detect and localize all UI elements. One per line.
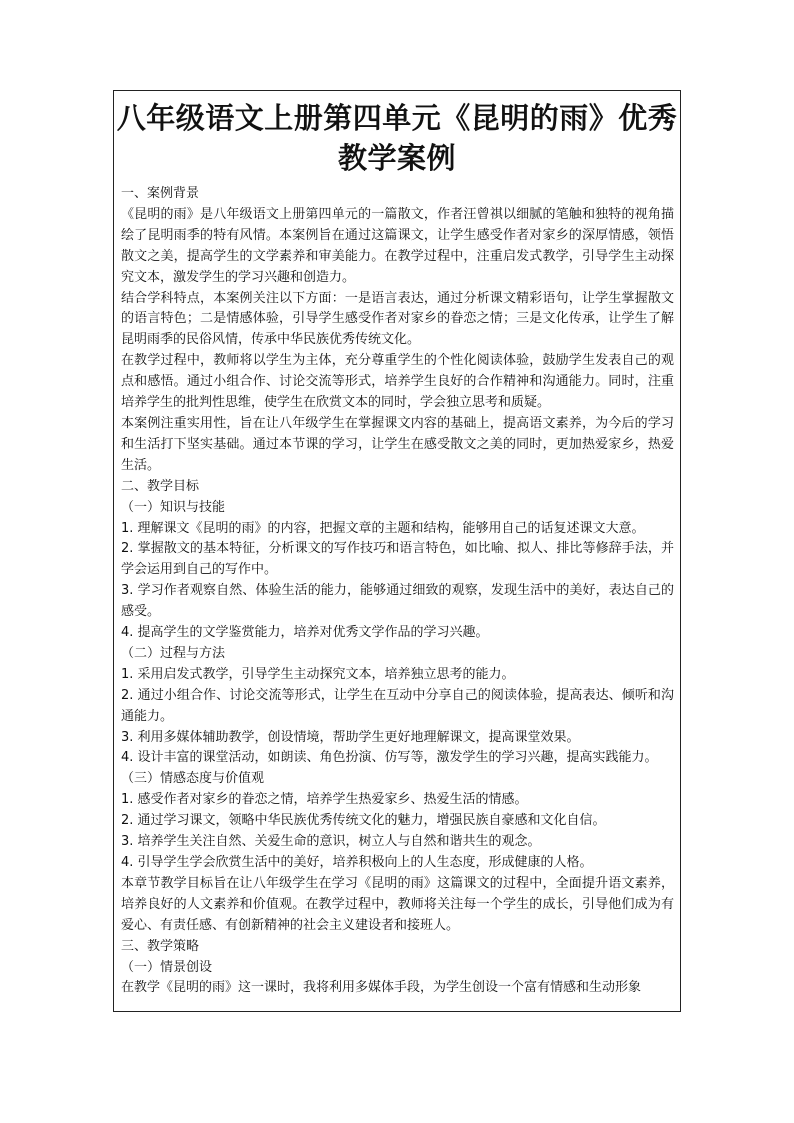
paragraph: 本案例注重实用性，旨在让八年级学生在掌握课文内容的基础上，提高语文素养，为今后的学习和生活打下坚实基础。通过本节课的学习，让学生在感受散文之美的同时，更加热爱家乡，热爱生活。	[121, 415, 674, 473]
list-item: 4. 提高学生的文学鉴赏能力，培养对优秀文学作品的学习兴趣。	[121, 625, 489, 641]
section-heading-strategy: 三、教学策略	[121, 938, 200, 954]
list-item: 2. 通过学习课文，领略中华民族优秀传统文化的魅力，增强民族自豪感和文化自信。	[121, 813, 606, 829]
section-heading-background: 一、案例背景	[121, 186, 200, 201]
list-item: 2. 掌握散文的基本特征，分析课文的写作技巧和语言特色，如比喻、拟人、排比等修辞手法，并学会运用到自己的写作中。	[121, 541, 674, 578]
paragraph: 本章节教学目标旨在让八年级学生在学习《昆明的雨》这篇课文的过程中，全面提升语文素养，培养良好的人文素养和价值观。在教学过程中，教师将关注每一个学生的成长，引导他们成为有爱心、有责任感、有创新精神的社会主义建设者和接班人。	[121, 875, 674, 933]
document-body	[114, 184, 680, 999]
list-item: 4. 设计丰富的课堂活动，如朗读、角色扮演、仿写等，激发学生的学习兴趣，提高实践能力。	[121, 750, 658, 766]
subheading-process-methods: （二）过程与方法	[121, 645, 226, 661]
list-item: 3. 培养学生关注自然、关爱生命的意识，树立人与自然和谐共生的观念。	[121, 834, 541, 850]
paragraph: 在教学过程中，教师将以学生为主体，充分尊重学生的个性化阅读体验，鼓励学生发表自己的观点和感悟。通过小组合作、讨论交流等形式，培养学生良好的合作精神和沟通能力。同时，注重培养学生的批判性思维，使学生在欣赏文本的同时，学会独立思考和质疑。	[121, 353, 674, 411]
list-item: 1. 理解课文《昆明的雨》的内容，把握文章的主题和结构，能够用自己的话复述课文大意。	[121, 520, 645, 536]
subheading-scenario: （一）情景创设	[121, 959, 213, 975]
list-item: 2. 通过小组合作、讨论交流等形式，让学生在互动中分享自己的阅读体验，提高表达、倾听和沟通能力。	[121, 687, 674, 724]
subheading-knowledge-skills: （一）知识与技能	[121, 499, 226, 515]
list-item: 3. 学习作者观察自然、体验生活的能力，能够通过细致的观察，发现生活中的美好，表达自己的感受。	[121, 583, 674, 620]
list-item: 1. 感受作者对家乡的眷恋之情，培养学生热爱家乡、热爱生活的情感。	[121, 792, 528, 808]
paragraph: 在教学《昆明的雨》这一课时，我将利用多媒体手段，为学生创设一个富有情感和生动形象	[121, 980, 642, 996]
page-title: 八年级语文上册第四单元《昆明的雨》优秀教学案例	[116, 101, 678, 175]
list-item: 1. 采用启发式教学，引导学生主动探究文本，培养独立思考的能力。	[121, 666, 515, 682]
list-item: 4. 引导学生学会欣赏生活中的美好，培养积极向上的人生态度，形成健康的人格。	[121, 855, 593, 870]
list-item: 3. 利用多媒体辅助教学，创设情境，帮助学生更好地理解课文，提高课堂效果。	[121, 729, 580, 745]
subheading-emotion-values: （三）情感态度与价值观	[121, 771, 265, 787]
document-table-cell	[113, 90, 681, 1012]
section-heading-objectives: 二、教学目标	[121, 478, 200, 494]
paragraph: 结合学科特点，本案例关注以下方面：一是语言表达，通过分析课文精彩语句，让学生掌握散文的语言特色；二是情感体验，引导学生感受作者对家乡的眷恋之情；三是文化传承，让学生了解昆明雨季的民俗风情，传承中华民族优秀传统文化。	[121, 290, 674, 348]
paragraph: 《昆明的雨》是八年级语文上册第四单元的一篇散文，作者汪曾祺以细腻的笔触和独特的视角描绘了昆明雨季的特有风情。本案例旨在通过这篇课文，让学生感受作者对家乡的深厚情感，领悟散文之美，提高学生的文学素养和审美能力。在教学过程中，注重启发式教学，引导学生主动探究文本，激发学生的学习兴趣和创造力。	[121, 206, 674, 285]
